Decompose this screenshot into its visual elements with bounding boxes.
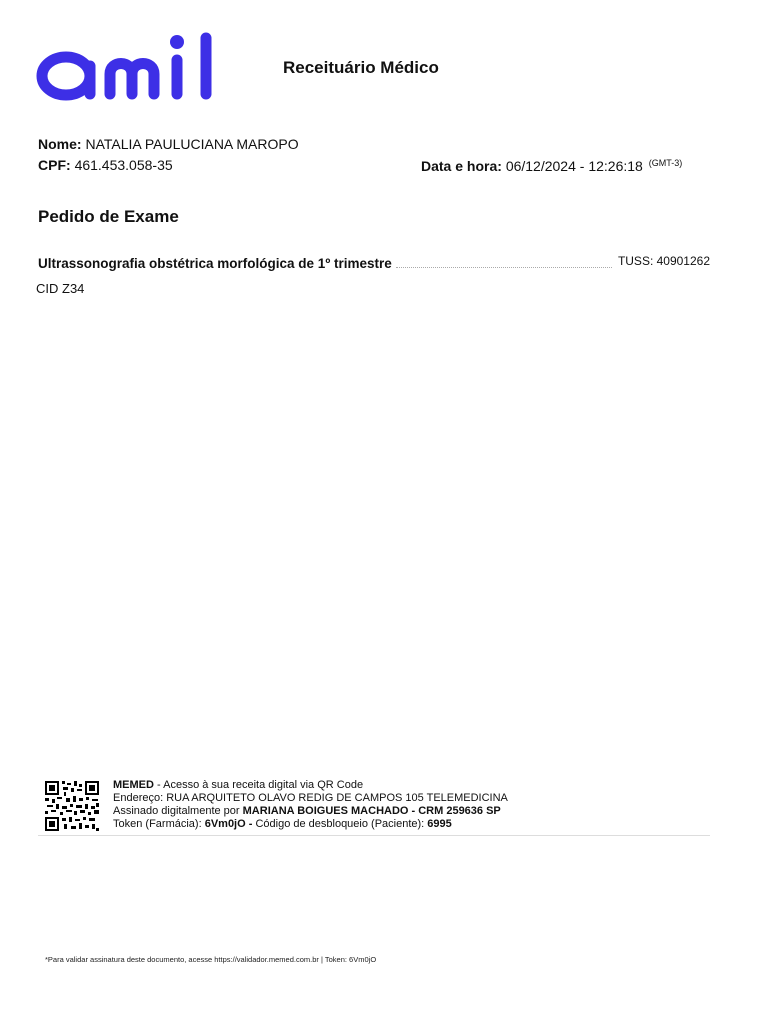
dotted-leader <box>396 267 612 268</box>
address-line: Endereço: RUA ARQUITETO OLAVO REDIG DE CAMPOS 105 TELEMEDICINA <box>113 792 508 804</box>
token-label: Token (Farmácia): <box>113 818 205 830</box>
signer-line <box>113 805 508 818</box>
section-title: Pedido de Exame <box>38 207 179 226</box>
validation-note: *Para validar assinatura deste documento, acesse https://validador.memed.com.br | Token: 6Vm0jO <box>45 955 377 964</box>
patient-name-value: NATALIA PAULUCIANA MAROPO <box>85 136 299 152</box>
datetime-label: Data e hora: <box>421 158 502 174</box>
exam-row <box>38 254 710 274</box>
patient-cpf-field <box>38 157 173 173</box>
datetime-value: 06/12/2024 - 12:26:18 <box>505 158 643 174</box>
token-value: 6Vm0jO - <box>204 818 253 830</box>
signer-prefix: Assinado digitalmente por <box>113 805 243 817</box>
patient-name-field <box>38 136 299 152</box>
signer-name: MARIANA BOIGUES MACHADO - CRM 259636 SP <box>242 805 501 817</box>
memed-access-text: - Acesso à sua receita digital via QR Code <box>153 779 364 791</box>
token-line <box>113 818 508 831</box>
tuss-code: TUSS: 40901262 <box>617 254 710 268</box>
amil-logo <box>36 30 256 102</box>
signature-info <box>113 779 508 831</box>
footer-divider <box>38 835 710 836</box>
memed-line <box>113 779 508 792</box>
patient-cpf-value: 461.453.058-35 <box>74 157 173 173</box>
unlock-code: 6995 <box>427 818 452 830</box>
memed-label: MEMED <box>113 779 154 791</box>
qr-code[interactable] <box>44 780 100 832</box>
cid-code: CID Z34 <box>36 281 85 296</box>
unlock-label: Código de desbloqueio (Paciente): <box>252 818 428 830</box>
exam-name: Ultrassonografia obstétrica morfológica de 1º trimestre <box>38 256 392 271</box>
datetime-field <box>421 158 682 174</box>
timezone-label: (GMT-3) <box>648 158 683 168</box>
patient-name-label: Nome: <box>38 136 82 152</box>
patient-cpf-label: CPF: <box>38 157 71 173</box>
document-title: Receituário Médico <box>283 58 439 77</box>
